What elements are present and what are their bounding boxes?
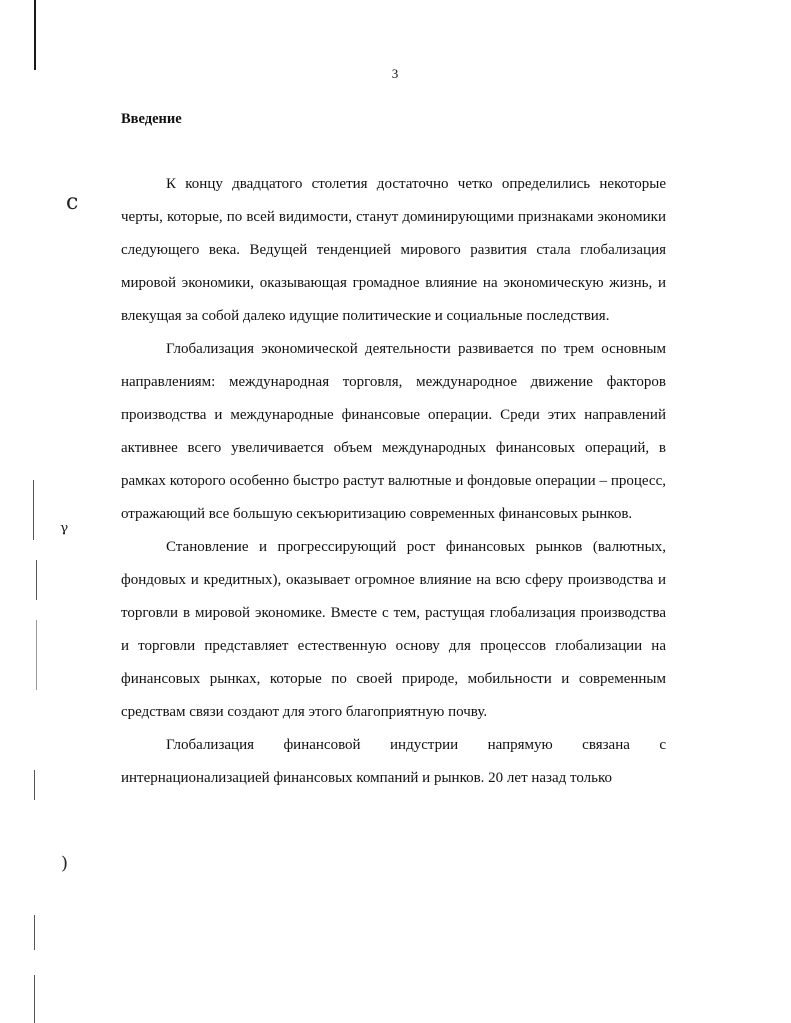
scan-edge-line (34, 0, 36, 70)
body-text (121, 168, 666, 795)
scan-edge-tick (33, 480, 34, 540)
scan-edge-tick (36, 560, 37, 600)
scan-edge-tick (34, 770, 35, 800)
paragraph: Глобализация экономической деятельности развивается по трем основным направлениям: международная торговля, международное движение факторов производства и международные финансовые операции. Среди этих направлений активнее всего увеличивается объем международных финансовых операций, в рамках которого особенно быстро растут валютные и фондовые операции – процесс, отражающий все большую секъюритизацию современных финансовых рынков. (121, 341, 666, 522)
scan-edge-tick (34, 915, 35, 950)
scan-edge-tick (34, 975, 35, 1023)
scan-edge-tick (36, 620, 37, 690)
paragraph: Становление и прогрессирующий рост финансовых рынков (валютных, фондовых и кредитных), оказывает огромное влияние на всю сферу производства и торговли в мировой экономике. Вместе с тем, растущая глобализация производства и торговли представляет естественную основу для процессов глобализации на финансовых рынках, которые по своей природе, мобильности и современным средствам связи создают для этого благоприятную почву. (121, 539, 666, 720)
paragraph: К концу двадцатого столетия достаточно четко определились некоторые черты, которые, по всей видимости, станут доминирующими признаками экономики следующего века. Ведущей тенденцией мирового развития стала глобализация мировой экономики, оказывающая громадное влияние на экономическую жизнь, и влекущая за собой далеко идущие политические и социальные последствия. (121, 176, 666, 324)
section-heading: Введение (121, 111, 182, 127)
paragraph: Глобализация финансовой индустрии напрямую связана с интернационализацией финансовых компаний и рынков. 20 лет назад только (121, 737, 666, 786)
page-number: 3 (391, 66, 399, 81)
margin-bracket-icon: ) (61, 853, 69, 874)
margin-mark-icon: ⅽ (66, 190, 79, 215)
margin-check-icon: ᵞ (60, 520, 69, 545)
